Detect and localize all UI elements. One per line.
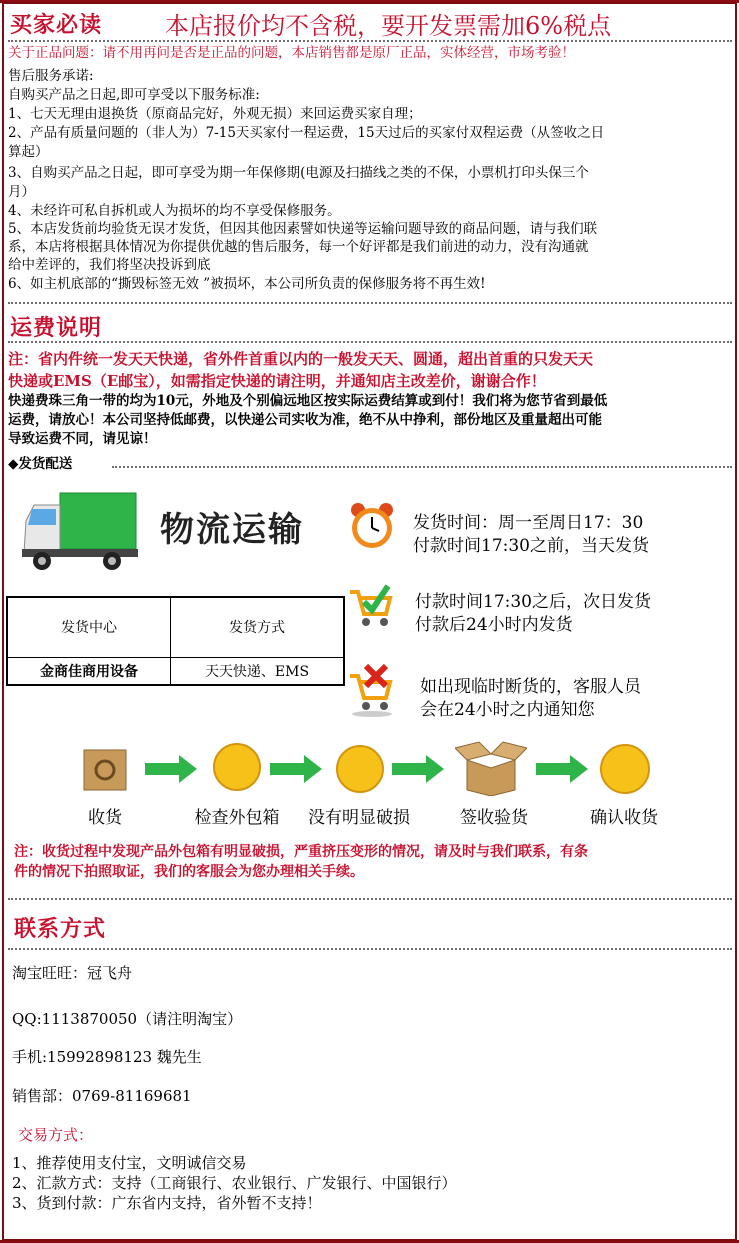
table-cell: 金商佳商用设备 xyxy=(7,657,171,685)
delivery-section-title: ◆发货配送 xyxy=(8,456,73,472)
wangwang-contact: 淘宝旺旺：冠飞舟 xyxy=(12,964,133,982)
shipping-center-table xyxy=(6,596,345,686)
after-sales-title: 售后服务承诺: xyxy=(8,68,94,84)
arrow-icon xyxy=(145,755,197,783)
trade-item: 1、推荐使用支付宝，文明诚信交易 xyxy=(12,1154,247,1172)
table-header: 发货中心 xyxy=(7,597,171,657)
table-header: 发货方式 xyxy=(171,597,344,657)
alarm-clock-icon xyxy=(348,500,396,552)
qq-contact: QQ:1113870050（请注明淘宝） xyxy=(12,1010,243,1028)
service-item: 4、未经许可私自拆机或人为损坏的均不享受保修服务。 xyxy=(8,203,341,219)
shipping-fee-note: 快递费珠三角一带的均为10元，外地及个别偏远地区按实际运费结算或到付！我们将为您节省到最低 xyxy=(8,393,608,409)
divider xyxy=(8,898,732,900)
shipping-note: 快递或EMS（E邮宝），如需指定快递的请注明，并通知店主改差价，谢谢合作！ xyxy=(8,372,546,390)
smiling-face-icon xyxy=(336,745,384,793)
divider xyxy=(8,40,732,42)
step-label: 检查外包箱 xyxy=(194,808,280,828)
divider xyxy=(112,466,732,468)
step-label: 签收验货 xyxy=(460,808,528,828)
step-label: 没有明显破损 xyxy=(308,808,410,828)
trade-item: 3、货到付款：广东省内支持，省外暂不支持！ xyxy=(12,1194,322,1212)
service-item: 算起） xyxy=(8,144,49,160)
shipping-note: 注：省内件统一发天天快递，省外件首重以内的一般发天天、圆通，超出首重的只发天天 xyxy=(8,350,594,368)
trade-item: 2、汇款方式：支持（工商银行、农业银行、广发银行、中国银行） xyxy=(12,1174,457,1192)
service-item: 6、如主机底部的“撕毁标签无效 ”被损坏，本公司所负责的保修服务将不再生效! xyxy=(8,276,486,292)
divider xyxy=(8,948,732,950)
inspecting-face-icon xyxy=(213,743,261,791)
after-sales-intro: 自购买产品之日起,即可享受以下服务标准: xyxy=(8,87,260,103)
shipping-fee-note: 导致运费不同，请见谅！ xyxy=(8,431,157,447)
service-item: 5、本店发货前均验货无误才发货，但因其他因素譬如快递等运输问题导致的商品问题，请与我们联 xyxy=(8,221,598,237)
step-label: 收货 xyxy=(88,808,122,828)
late-payment-time: 付款时间17:30之后，次日发货 xyxy=(415,592,651,612)
tax-notice: 本店报价均不含税，要开发票需加6%税点 xyxy=(165,12,612,40)
cart-check-icon xyxy=(346,582,394,628)
laughing-face-icon xyxy=(600,744,650,794)
step-label: 确认收货 xyxy=(590,808,658,828)
divider xyxy=(8,341,732,343)
service-item: 月） xyxy=(8,184,35,200)
open-box-icon xyxy=(455,740,527,796)
trade-title: 交易方式： xyxy=(18,1126,94,1144)
stockout-note: 会在24小时之内通知您 xyxy=(420,700,595,720)
genuine-note: 关于正品问题：请不用再问是否是正品的问题，本店销售都是原厂正品，实体经营，市场考验！ xyxy=(8,45,575,61)
delivery-time: 发货时间：周一至周日17：30 xyxy=(413,513,644,533)
receipt-note: 件的情况下拍照取证，我们的客服会为您办理相关手续。 xyxy=(14,864,364,880)
contact-title: 联系方式 xyxy=(14,917,107,942)
box-icon xyxy=(80,744,130,794)
notice-title: 买家必读 xyxy=(10,13,103,38)
arrow-icon xyxy=(392,755,444,783)
shipping-fee-note: 运费，请放心！本公司坚持低邮费，以快递公司实收为准，绝不从中挣利，部份地区及重量超出可能 xyxy=(8,412,602,428)
dispatch-within: 付款后24小时内发货 xyxy=(415,615,573,635)
service-item: 系，本店将根据具体情况为你提供优越的售后服务，每一个好评都是我们前进的动力，没有沟通就 xyxy=(8,239,589,255)
service-item: 1、七天无理由退换货（原商品完好，外观无损）来回运费买家自理； xyxy=(8,106,422,122)
payment-time: 付款时间17:30之前，当天发货 xyxy=(413,536,649,556)
receipt-note: 注：收货过程中发现产品外包箱有明显破损，严重挤压变形的情况，请及时与我们联系，有条 xyxy=(14,844,588,860)
mobile-contact: 手机:15992898123 魏先生 xyxy=(12,1048,202,1066)
divider xyxy=(8,302,732,304)
arrow-icon xyxy=(270,755,322,783)
logistics-title: 物流运输 xyxy=(160,510,304,550)
shipping-title: 运费说明 xyxy=(10,316,103,341)
sales-contact: 销售部：0769-81169681 xyxy=(12,1087,192,1105)
service-item: 3、自购买产品之日起，即可享受为期一年保修期(电源及扫描线之类的不保，小票机打印头保三个 xyxy=(8,165,589,181)
table-cell: 天天快递、EMS xyxy=(171,657,344,685)
service-item: 给中差评的，我们将坚决投诉到底 xyxy=(8,257,211,273)
service-item: 2、产品有质量问题的（非人为）7-15天买家付一程运费，15天过后的买家付双程运费（从签收之日 xyxy=(8,125,605,141)
cart-cross-icon xyxy=(346,662,394,718)
truck-icon xyxy=(20,485,140,575)
arrow-icon xyxy=(536,755,588,783)
stockout-note: 如出现临时断货的，客服人员 xyxy=(420,677,641,697)
